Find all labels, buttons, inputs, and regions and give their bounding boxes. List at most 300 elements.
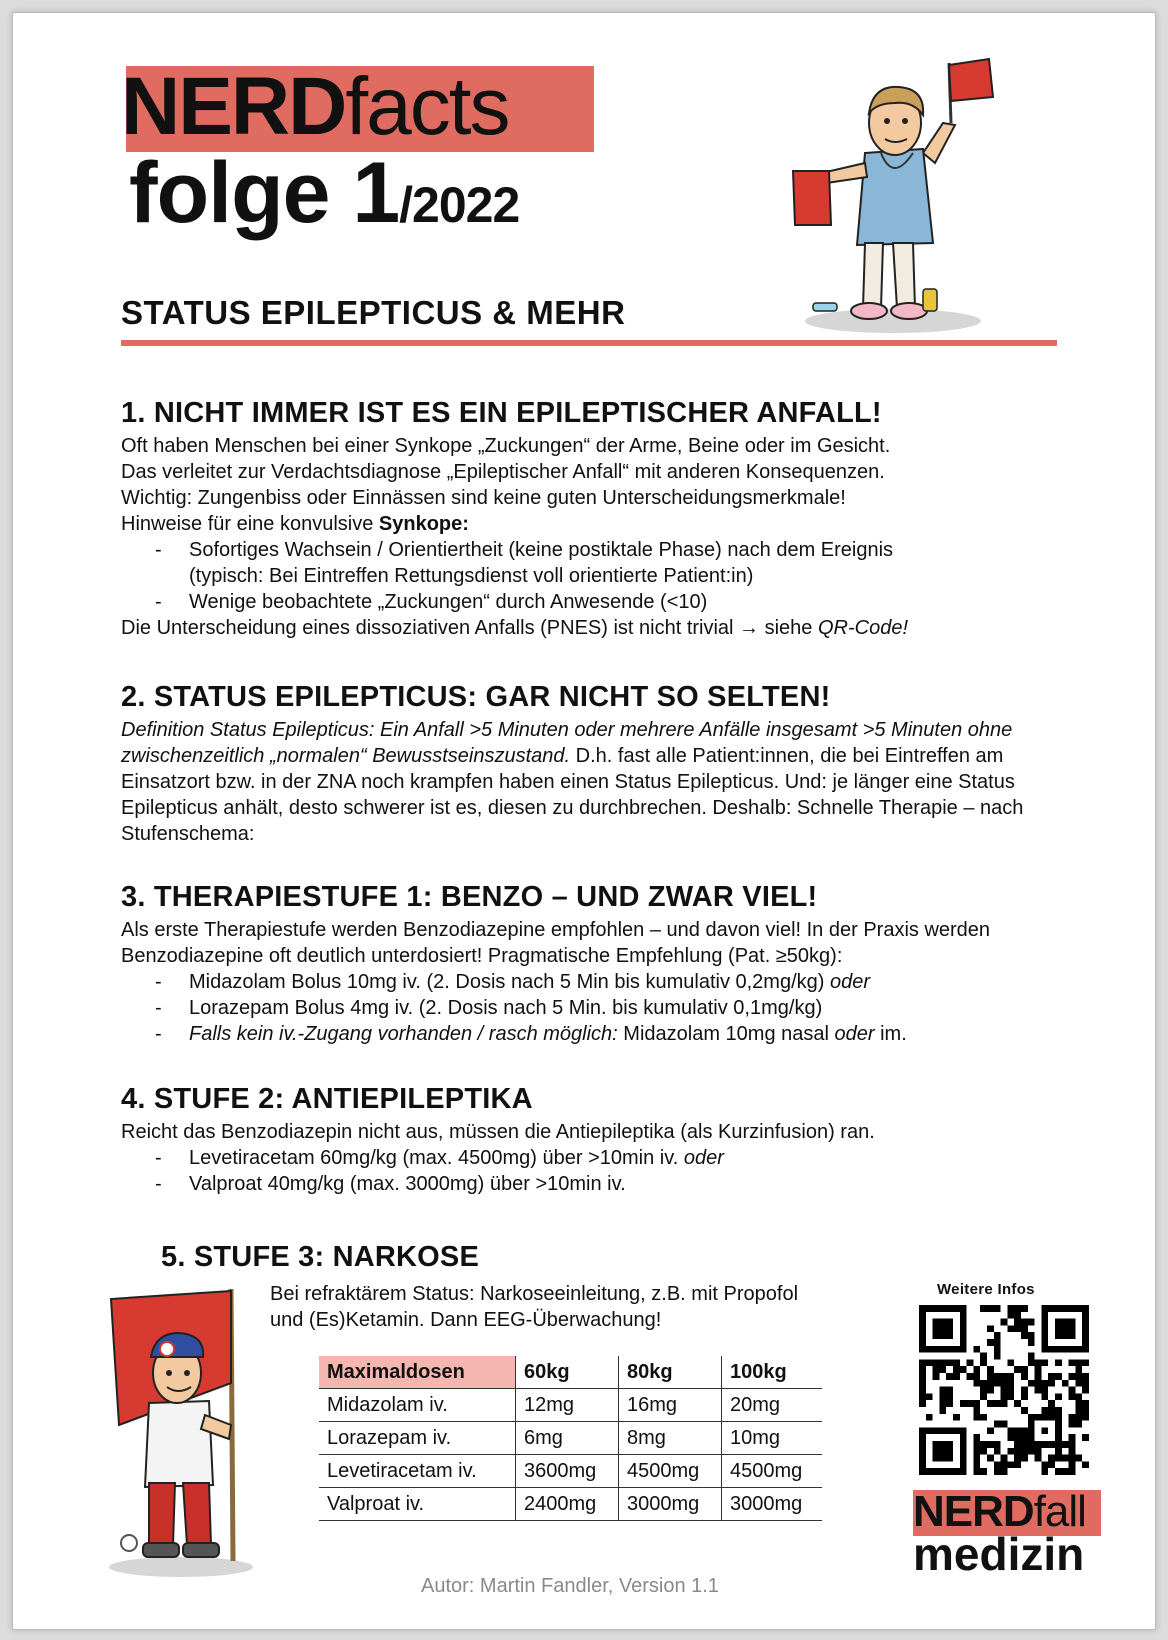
qr-module	[919, 1400, 926, 1407]
qr-module	[946, 1455, 953, 1462]
table-cell: Lorazepam iv.	[319, 1422, 516, 1455]
qr-module	[1082, 1346, 1089, 1353]
qr-module	[1007, 1373, 1014, 1380]
qr-module	[960, 1319, 967, 1326]
qr-module	[1028, 1353, 1035, 1360]
qr-module	[1007, 1312, 1014, 1319]
qr-module	[1048, 1400, 1055, 1407]
qr-module	[1028, 1441, 1035, 1448]
table-cell: 20mg	[722, 1389, 823, 1422]
qr-module	[1035, 1359, 1042, 1366]
qr-module	[1014, 1448, 1021, 1455]
qr-module	[1069, 1393, 1076, 1400]
qr-module	[1069, 1305, 1076, 1312]
qr-module	[973, 1468, 980, 1475]
section-3-list	[121, 969, 1061, 1047]
qr-module	[919, 1312, 926, 1319]
table-cell: 4500mg	[619, 1455, 722, 1488]
qr-module	[1082, 1332, 1089, 1339]
qr-module	[1041, 1414, 1048, 1421]
qr-module	[1075, 1421, 1082, 1428]
qr-module	[1069, 1421, 1076, 1428]
qr-module	[973, 1455, 980, 1462]
qr-module	[1001, 1373, 1008, 1380]
qr-module	[1041, 1468, 1048, 1475]
table-cell: 4500mg	[722, 1455, 823, 1488]
qr-module	[939, 1387, 946, 1394]
qr-module	[987, 1387, 994, 1394]
qr-module	[1075, 1400, 1082, 1407]
qr-module	[1021, 1455, 1028, 1462]
qr-module	[973, 1380, 980, 1387]
qr-module	[973, 1407, 980, 1414]
qr-module	[994, 1305, 1001, 1312]
qr-module	[973, 1434, 980, 1441]
qr-module	[980, 1353, 987, 1360]
qr-module	[960, 1339, 967, 1346]
qr-module	[1001, 1421, 1008, 1428]
section-1-text-1: Oft haben Menschen bei einer Synkope „Zuckungen“ der Arme, Beine oder im Gesicht.	[121, 435, 891, 457]
qr-module	[1048, 1305, 1055, 1312]
qr-module	[987, 1380, 994, 1387]
table-cell: Levetiracetam iv.	[319, 1455, 516, 1488]
section-1-list	[121, 537, 1061, 615]
qr-label: Weitere Infos	[937, 1281, 1035, 1298]
qr-module	[1041, 1393, 1048, 1400]
qr-module	[1035, 1448, 1042, 1455]
qr-module	[1041, 1387, 1048, 1394]
qr-module	[1041, 1380, 1048, 1387]
list-item: - Valproat 40mg/kg (max. 3000mg) über >10min iv.	[121, 1171, 1061, 1197]
qr-module	[1021, 1373, 1028, 1380]
qr-module	[960, 1325, 967, 1332]
qr-module	[919, 1339, 926, 1346]
qr-module	[1062, 1455, 1069, 1462]
qr-module	[919, 1387, 926, 1394]
qr-module	[919, 1319, 926, 1326]
section-2-heading: 2. STATUS EPILEPTICUS: GAR NICHT SO SELTEN!	[121, 681, 831, 713]
qr-module	[973, 1448, 980, 1455]
qr-module	[973, 1373, 980, 1380]
qr-module	[919, 1434, 926, 1441]
qr-module	[1082, 1414, 1089, 1421]
qr-module	[946, 1400, 953, 1407]
qr-module	[987, 1400, 994, 1407]
qr-module	[1069, 1448, 1076, 1455]
qr-module	[1069, 1332, 1076, 1339]
table-cell: 8mg	[619, 1422, 722, 1455]
qr-module	[1021, 1441, 1028, 1448]
qr-module	[987, 1339, 994, 1346]
qr-module	[1048, 1407, 1055, 1414]
qr-module	[994, 1448, 1001, 1455]
qr-module	[933, 1455, 940, 1462]
qr-module	[987, 1373, 994, 1380]
table-header-row	[319, 1356, 822, 1389]
qr-module	[1075, 1380, 1082, 1387]
section-2-text: Definition Status Epilepticus: Ein Anfall >5 Minuten oder mehrere Anfälle insgesamt >5 Minuten ohne zwischenzeitlich „normalen“ Bewusstseinszustand. D.h. fast alle Patient:innen, die bei Eintreffen am Einsatzort bzw. in der ZNA noch krampfen haben einen Status Epilepticus. Und: je länger eine Status Epilepticus anhält, desto schwerer ist es, diesen zu durchbrechen. Deshalb: Schnelle Therapie – nach Stufenschema:	[121, 719, 1024, 845]
table-cell: 3600mg	[516, 1455, 619, 1488]
list-item: - Wenige beobachtete „Zuckungen“ durch Anwesende (<10)	[121, 589, 1061, 615]
qr-module	[1069, 1359, 1076, 1366]
qr-module	[987, 1455, 994, 1462]
qr-module	[1035, 1373, 1042, 1380]
qr-module	[1082, 1305, 1089, 1312]
section-2	[121, 679, 1061, 847]
qr-module	[1075, 1414, 1082, 1421]
list-item: - Sofortiges Wachsein / Orientiertheit (keine postiktale Phase) nach dem Ereignis (typisch: Bei Eintreffen Rettungsdienst voll orientierte Patient:in)	[121, 537, 1061, 589]
qr-module	[939, 1366, 946, 1373]
qr-module	[1021, 1332, 1028, 1339]
qr-module	[1041, 1441, 1048, 1448]
qr-module	[1082, 1461, 1089, 1468]
table-cell: 2400mg	[516, 1488, 619, 1521]
qr-module	[926, 1427, 933, 1434]
qr-module	[994, 1468, 1001, 1475]
qr-module	[1048, 1380, 1055, 1387]
qr-module	[980, 1359, 987, 1366]
qr-module	[946, 1332, 953, 1339]
qr-module	[994, 1353, 1001, 1360]
qr-module	[1055, 1373, 1062, 1380]
table-header-cell: 60kg	[516, 1356, 619, 1389]
qr-module	[953, 1468, 960, 1475]
qr-module	[960, 1434, 967, 1441]
qr-module	[960, 1448, 967, 1455]
qr-module	[980, 1380, 987, 1387]
qr-module	[960, 1346, 967, 1353]
table-cell: 6mg	[516, 1422, 619, 1455]
qr-module	[1028, 1319, 1035, 1326]
qr-module	[994, 1400, 1001, 1407]
qr-module	[919, 1448, 926, 1455]
qr-module	[1007, 1305, 1014, 1312]
qr-module	[953, 1414, 960, 1421]
qr-module	[1035, 1441, 1042, 1448]
qr-module	[994, 1421, 1001, 1428]
table-cell: Midazolam iv.	[319, 1389, 516, 1422]
qr-module	[973, 1461, 980, 1468]
qr-module	[960, 1312, 967, 1319]
qr-module	[946, 1346, 953, 1353]
qr-module	[1055, 1448, 1062, 1455]
qr-module	[919, 1468, 926, 1475]
qr-module	[960, 1427, 967, 1434]
qr-module	[960, 1305, 967, 1312]
qr-module	[967, 1359, 974, 1366]
qr-module	[960, 1468, 967, 1475]
qr-module	[1082, 1312, 1089, 1319]
qr-module	[973, 1366, 980, 1373]
table-header-cell: Maximaldosen	[319, 1356, 516, 1389]
qr-module	[933, 1373, 940, 1380]
list-item: - Lorazepam Bolus 4mg iv. (2. Dosis nach 5 Min. bis kumulativ 0,1mg/kg)	[121, 995, 1061, 1021]
qr-module	[1001, 1380, 1008, 1387]
qr-module	[919, 1441, 926, 1448]
qr-module	[1007, 1359, 1014, 1366]
section-1-text-3: Wichtig: Zungenbiss oder Einnässen sind keine guten Unterscheidungsmerkmale!	[121, 487, 846, 509]
qr-module	[1075, 1366, 1082, 1373]
author-credit: Autor: Martin Fandler, Version 1.1	[421, 1575, 719, 1597]
qr-module	[994, 1461, 1001, 1468]
qr-module	[1041, 1346, 1048, 1353]
qr-module	[939, 1400, 946, 1407]
qr-module	[933, 1448, 940, 1455]
nerdfall-logo: NERDfall	[913, 1487, 1086, 1536]
qr-module	[1021, 1434, 1028, 1441]
qr-module	[1028, 1421, 1035, 1428]
qr-module	[994, 1373, 1001, 1380]
qr-module	[1055, 1305, 1062, 1312]
qr-module	[919, 1373, 926, 1380]
qr-module	[919, 1393, 926, 1400]
qr-module	[1075, 1455, 1082, 1462]
qr-module	[953, 1346, 960, 1353]
qr-module	[1048, 1414, 1055, 1421]
table-header-cell: 100kg	[722, 1356, 823, 1389]
qr-module	[1082, 1373, 1089, 1380]
qr-module	[1069, 1325, 1076, 1332]
qr-module	[1062, 1305, 1069, 1312]
qr-module	[1069, 1455, 1076, 1462]
qr-module	[1014, 1312, 1021, 1319]
qr-module	[1014, 1455, 1021, 1462]
qr-module	[967, 1373, 974, 1380]
qr-module	[1007, 1387, 1014, 1394]
qr-module	[939, 1325, 946, 1332]
qr-module	[980, 1305, 987, 1312]
qr-module	[939, 1441, 946, 1448]
qr-module	[946, 1373, 953, 1380]
qr-module	[1028, 1427, 1035, 1434]
qr-code-icon[interactable]	[919, 1305, 1089, 1475]
qr-module	[1014, 1441, 1021, 1448]
qr-module	[1021, 1366, 1028, 1373]
qr-module	[1028, 1448, 1035, 1455]
qr-module	[1001, 1461, 1008, 1468]
qr-module	[1041, 1325, 1048, 1332]
qr-module	[1007, 1448, 1014, 1455]
qr-module	[946, 1441, 953, 1448]
qr-module	[973, 1346, 980, 1353]
qr-module	[1014, 1325, 1021, 1332]
qr-module	[994, 1441, 1001, 1448]
qr-module	[1035, 1380, 1042, 1387]
qr-module	[1041, 1427, 1048, 1434]
cartoon-nurse-illustration	[773, 53, 1013, 343]
qr-module	[939, 1427, 946, 1434]
qr-module	[939, 1359, 946, 1366]
qr-module	[939, 1393, 946, 1400]
table-header-cell: 80kg	[619, 1356, 722, 1389]
qr-module	[1048, 1441, 1055, 1448]
qr-module	[1082, 1407, 1089, 1414]
qr-module	[1021, 1319, 1028, 1326]
qr-module	[1048, 1373, 1055, 1380]
page	[12, 12, 1156, 1630]
qr-module	[960, 1441, 967, 1448]
qr-module	[1028, 1339, 1035, 1346]
qr-module	[987, 1305, 994, 1312]
qr-module	[939, 1319, 946, 1326]
qr-module	[1001, 1455, 1008, 1462]
section-5-text-2: und (Es)Ketamin. Dann EEG-Überwachung!	[270, 1309, 662, 1331]
qr-module	[1041, 1332, 1048, 1339]
qr-module	[1082, 1380, 1089, 1387]
section-3-heading: 3. THERAPIESTUFE 1: BENZO – UND ZWAR VIEL!	[121, 881, 818, 913]
qr-module	[994, 1380, 1001, 1387]
episode-label: folge 1/2022	[129, 145, 520, 241]
section-4-heading: 4. STUFE 2: ANTIEPILEPTIKA	[121, 1083, 533, 1115]
nerdfall-logo-subtitle: medizin	[913, 1528, 1085, 1580]
qr-module	[1055, 1359, 1062, 1366]
qr-module	[1075, 1305, 1082, 1312]
section-1	[121, 395, 1061, 641]
qr-module	[953, 1305, 960, 1312]
qr-module	[1007, 1434, 1014, 1441]
qr-module	[919, 1305, 926, 1312]
section-4-text: Reicht das Benzodiazepin nicht aus, müssen die Antiepileptika (als Kurzinfusion) ran.	[121, 1121, 875, 1143]
qr-module	[973, 1400, 980, 1407]
qr-module	[939, 1407, 946, 1414]
table-cell: 3000mg	[619, 1488, 722, 1521]
list-item: - Levetiracetam 60mg/kg (max. 4500mg) über >10min iv. oder	[121, 1145, 1061, 1171]
qr-module	[1028, 1359, 1035, 1366]
qr-module	[1041, 1339, 1048, 1346]
qr-module	[1048, 1455, 1055, 1462]
qr-module	[919, 1461, 926, 1468]
list-item: - Midazolam Bolus 10mg iv. (2. Dosis nach 5 Min bis kumulativ 0,2mg/kg) oder	[121, 969, 1061, 995]
qr-module	[1062, 1468, 1069, 1475]
qr-module	[1055, 1325, 1062, 1332]
qr-module	[1062, 1441, 1069, 1448]
section-3	[121, 879, 1061, 1047]
qr-module	[926, 1359, 933, 1366]
qr-module	[1007, 1380, 1014, 1387]
table-row	[319, 1389, 822, 1422]
qr-module	[980, 1448, 987, 1455]
section-5	[161, 1239, 881, 1277]
qr-module	[1001, 1468, 1008, 1475]
qr-module	[919, 1332, 926, 1339]
qr-module	[1021, 1407, 1028, 1414]
qr-module	[1055, 1421, 1062, 1428]
qr-module	[1075, 1359, 1082, 1366]
qr-module	[946, 1359, 953, 1366]
qr-module	[1082, 1400, 1089, 1407]
table-cell: Valproat iv.	[319, 1488, 516, 1521]
qr-module	[1075, 1407, 1082, 1414]
qr-module	[1014, 1366, 1021, 1373]
qr-module	[960, 1455, 967, 1462]
qr-module	[919, 1359, 926, 1366]
qr-module	[919, 1325, 926, 1332]
qr-module	[946, 1305, 953, 1312]
qr-module	[1021, 1325, 1028, 1332]
qr-module	[1069, 1441, 1076, 1448]
qr-module	[960, 1461, 967, 1468]
qr-module	[919, 1380, 926, 1387]
qr-module	[1055, 1414, 1062, 1421]
qr-module	[1014, 1461, 1021, 1468]
qr-module	[987, 1366, 994, 1373]
qr-module	[1028, 1332, 1035, 1339]
qr-module	[1001, 1319, 1008, 1326]
qr-module	[933, 1427, 940, 1434]
qr-module	[953, 1366, 960, 1373]
qr-module	[933, 1441, 940, 1448]
qr-module	[994, 1332, 1001, 1339]
section-4-list	[121, 1145, 1061, 1197]
qr-module	[980, 1414, 987, 1421]
brand-logo: NERDfacts	[121, 61, 509, 152]
qr-module	[1055, 1434, 1062, 1441]
qr-module	[946, 1427, 953, 1434]
qr-module	[926, 1305, 933, 1312]
qr-module	[1014, 1319, 1021, 1326]
qr-module	[1041, 1461, 1048, 1468]
qr-module	[1041, 1305, 1048, 1312]
qr-module	[960, 1366, 967, 1373]
cartoon-paramedic-illustration	[101, 1275, 271, 1585]
qr-module	[939, 1346, 946, 1353]
qr-module	[1021, 1393, 1028, 1400]
qr-module	[1062, 1319, 1069, 1326]
qr-module	[1055, 1393, 1062, 1400]
qr-module	[933, 1305, 940, 1312]
qr-module	[1001, 1387, 1008, 1394]
qr-module	[933, 1325, 940, 1332]
qr-module	[1055, 1332, 1062, 1339]
qr-module	[939, 1468, 946, 1475]
qr-module	[1035, 1387, 1042, 1394]
qr-module	[1028, 1434, 1035, 1441]
qr-module	[1055, 1468, 1062, 1475]
qr-module	[953, 1427, 960, 1434]
section-1-text-4: Hinweise für eine konvulsive Synkope:	[121, 513, 469, 535]
qr-module	[1001, 1393, 1008, 1400]
qr-module	[1001, 1400, 1008, 1407]
qr-module	[933, 1346, 940, 1353]
qr-module	[926, 1393, 933, 1400]
qr-module	[1014, 1434, 1021, 1441]
qr-module	[946, 1393, 953, 1400]
qr-module	[1062, 1346, 1069, 1353]
qr-module	[980, 1387, 987, 1394]
qr-module	[994, 1346, 1001, 1353]
qr-module	[933, 1468, 940, 1475]
qr-module	[1035, 1366, 1042, 1373]
qr-module	[1035, 1414, 1042, 1421]
qr-module	[980, 1468, 987, 1475]
qr-module	[1075, 1346, 1082, 1353]
table-cell: 16mg	[619, 1389, 722, 1422]
qr-module	[946, 1448, 953, 1455]
qr-module	[953, 1373, 960, 1380]
qr-module	[1007, 1461, 1014, 1468]
qr-module	[1055, 1319, 1062, 1326]
qr-module	[919, 1427, 926, 1434]
qr-module	[1048, 1461, 1055, 1468]
qr-module	[1021, 1427, 1028, 1434]
qr-module	[1069, 1319, 1076, 1326]
qr-module	[1007, 1427, 1014, 1434]
qr-module	[1069, 1414, 1076, 1421]
page-title: STATUS EPILEPTICUS & MEHR	[121, 294, 626, 331]
qr-module	[1041, 1359, 1048, 1366]
qr-module	[946, 1319, 953, 1326]
qr-module	[973, 1414, 980, 1421]
